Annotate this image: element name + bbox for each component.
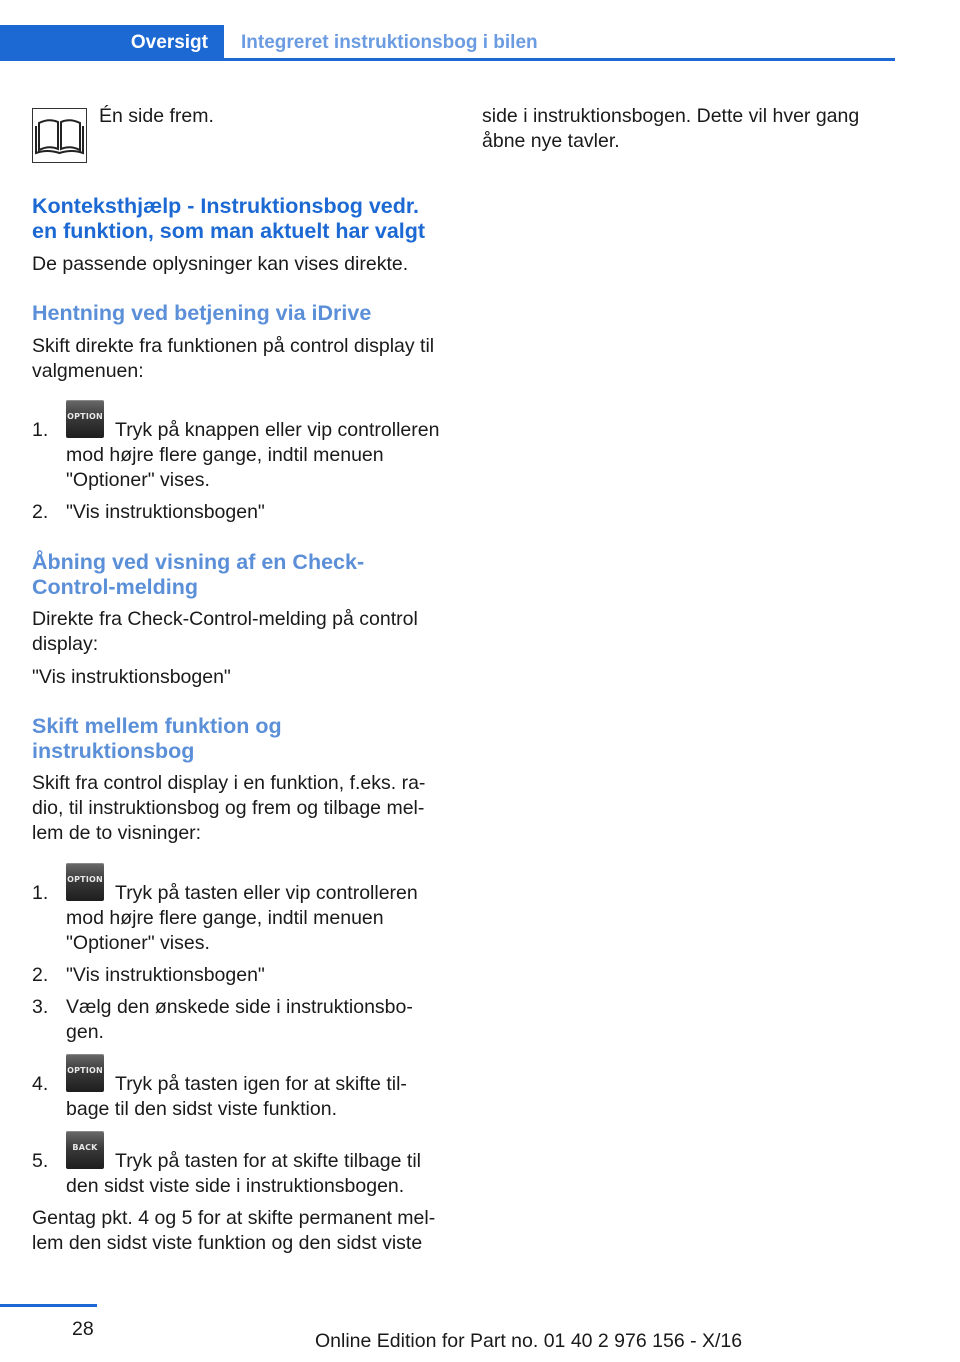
section-context-title-1: Konteksthjælp - Instruktionsbog vedr. — [32, 194, 420, 218]
list-item-text: bage til den sidst viste funktion. — [66, 1098, 337, 1120]
section-check-title-1: Åbning ved visning af en Check- — [32, 550, 365, 574]
option-button-icon: OPTION — [66, 1054, 104, 1092]
list-item-number: 2. — [32, 501, 49, 523]
edition-note: Online Edition for Part no. 01 40 2 976 156 - X/16 — [315, 1330, 743, 1352]
list-item-number: 4. — [32, 1073, 49, 1095]
section-switch-title-1: Skift mellem funktion og — [32, 714, 282, 738]
section-context-text: De passende oplysninger kan vises direkte. — [32, 253, 409, 275]
closing-text-1: Gentag pkt. 4 og 5 for at skifte permanent mel‐ — [32, 1207, 436, 1229]
list-item-text: Tryk på tasten igen for at skifte til‐ — [115, 1073, 407, 1095]
page-number: 28 — [72, 1318, 94, 1340]
section-switch-title-2: instruktionsbog — [32, 739, 195, 763]
list-item-text: Vælg den ønskede side i instruktionsbo‐ — [66, 996, 413, 1018]
section-switch-text-2: dio, til instruktionsbog og frem og tilbage mel‐ — [32, 797, 425, 819]
intro-text: Én side frem. — [99, 105, 214, 127]
list-item-number: 5. — [32, 1150, 49, 1172]
list-item-text: gen. — [66, 1021, 104, 1043]
option-button-icon: OPTION — [66, 400, 104, 438]
section-idrive-text-1: Skift direkte fra funktionen på control display til — [32, 335, 435, 357]
list-item-text: Tryk på tasten for at skifte tilbage til — [115, 1150, 421, 1172]
option-button-icon: OPTION — [66, 863, 104, 901]
section-switch-text-3: lem de to visninger: — [32, 822, 202, 844]
list-item-number: 2. — [32, 964, 49, 986]
tab-integreret-instruktionsbog[interactable]: Integreret instruktionsbog i bilen — [241, 32, 538, 53]
list-item-text: Tryk på knappen eller vip controlleren — [115, 419, 440, 441]
header-rule — [224, 58, 895, 61]
tab-oversigt[interactable] — [0, 25, 224, 61]
closing-text-2: lem den sidst viste funktion og den sidst viste — [32, 1232, 423, 1254]
list-item-number: 3. — [32, 996, 49, 1018]
list-item-number: 1. — [32, 419, 49, 441]
list-item-text: mod højre flere gange, indtil menuen — [66, 444, 384, 466]
list-item-number: 1. — [32, 882, 49, 904]
list-item-text: mod højre flere gange, indtil menuen — [66, 907, 384, 929]
list-item-text: Tryk på tasten eller vip controlleren — [115, 882, 418, 904]
header-bar — [0, 25, 895, 61]
section-check-text-3: "Vis instruktionsbogen" — [32, 666, 231, 688]
section-switch-text-1: Skift fra control display i en funktion, f.eks. ra‐ — [32, 772, 426, 794]
tab-oversigt-label: Oversigt — [130, 32, 208, 53]
section-context-title-2: en funktion, som man aktuelt har valgt — [32, 219, 426, 243]
section-idrive-text-2: valgmenuen: — [32, 360, 144, 382]
right-column-text-1: side i instruktionsbogen. Dette vil hver gang — [482, 105, 860, 127]
footer-rule — [0, 1304, 97, 1307]
open-book-icon — [32, 108, 87, 163]
list-item-text: "Optioner" vises. — [66, 469, 210, 491]
section-check-text-1: Direkte fra Check-Control-melding på control — [32, 608, 418, 630]
section-check-text-2: display: — [32, 633, 99, 655]
section-idrive-title: Hentning ved betjening via iDrive — [32, 301, 372, 325]
list-item-text: "Vis instruktionsbogen" — [66, 964, 265, 986]
right-column-text-2: åbne nye tavler. — [482, 130, 620, 152]
list-item-text: den sidst viste side i instruktionsbogen. — [66, 1175, 405, 1197]
list-item-text: "Vis instruktionsbogen" — [66, 501, 265, 523]
back-button-icon: BACK — [66, 1131, 104, 1169]
section-check-title-2: Control-melding — [32, 575, 199, 599]
list-item-text: "Optioner" vises. — [66, 932, 210, 954]
